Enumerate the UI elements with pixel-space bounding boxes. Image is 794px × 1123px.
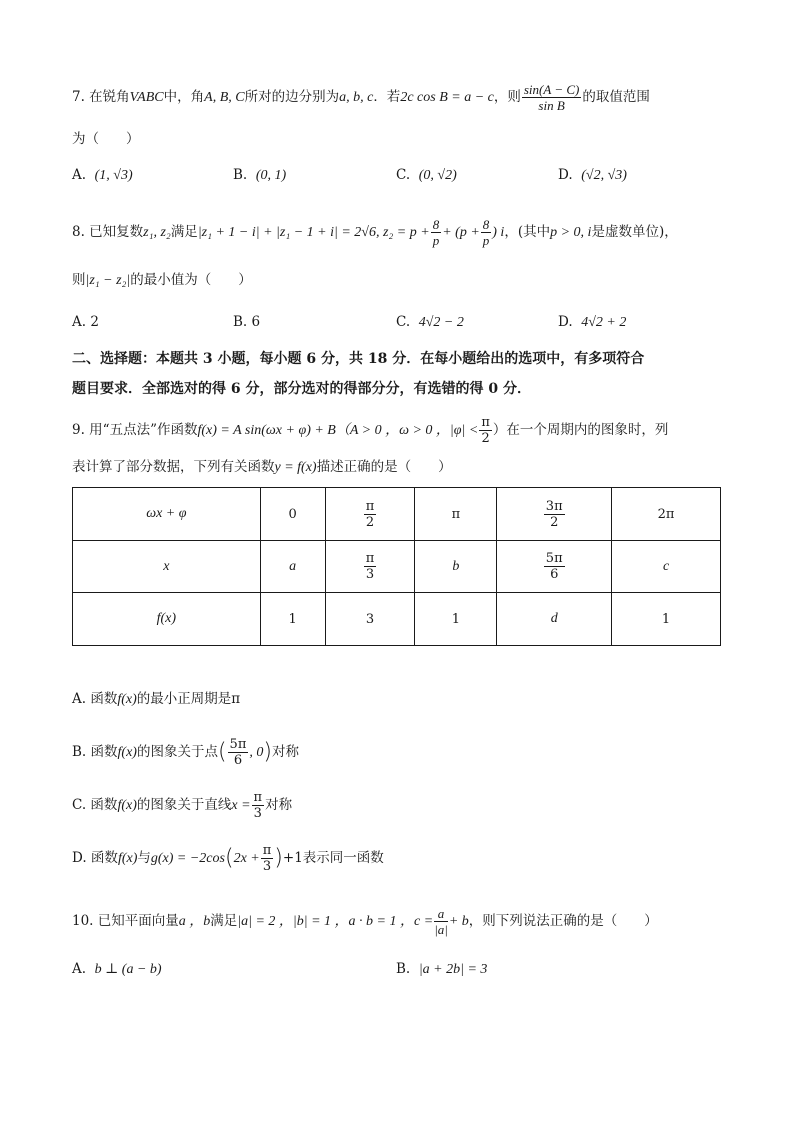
option-expr: +1 [282,850,303,866]
option-label: A. [72,314,87,330]
option-text: C. 函数 [72,797,118,813]
q7-prefix: 7. 在锐角 [72,89,130,105]
table-row [73,541,721,593]
q9-cond: （A > 0 ，ω > 0 ，|φ| < [335,423,479,438]
q9-option-a[interactable] [72,690,240,709]
option-text: 对称 [265,797,293,813]
table-row-label: x [73,541,261,593]
table-cell [497,488,612,541]
option-text: 表示同一函数 [302,850,384,866]
q9-line1 [72,415,668,446]
q7-condition: 2c cos B = a − c [400,90,494,105]
option-expr: f(x) [117,692,137,707]
option-expr: 2x + [233,851,260,866]
q10-cond: |a| = 2 ，|b| = 1 ，a · b = 1 ， [237,914,415,929]
paren-close: ) [263,739,272,765]
q10-vecs: a ，b [178,914,211,929]
q8-line2 [72,271,252,290]
table-cell: 1 [260,593,325,646]
option-value: |a + 2b| = 3 [418,962,488,977]
table-cell [497,541,612,593]
option-value: (0, √2) [418,168,457,183]
frac-num: a [434,906,448,922]
option-value: (0, 1) [255,168,287,183]
q9-text: 描述正确的是（ ） [316,459,452,475]
q8-frac-num: 8 [482,217,490,232]
q8-frac-den: p [482,233,490,248]
option-text: 的图象关于点 [136,744,218,760]
cell-frac [364,499,377,530]
q8-option-b[interactable] [233,313,260,331]
q8-frac-num: 8 [432,217,440,232]
option-frac [252,790,265,821]
q10-text: ，则下列说法正确的是（ ） [468,913,658,929]
option-label: B. [396,961,411,977]
q8-text: 是虚数单位)， [591,224,678,240]
option-label: A. [72,167,87,183]
frac-num: 3π [545,498,563,514]
q7-fraction [522,82,581,113]
option-text: D. 函数 [72,850,118,866]
q7-line1 [72,82,650,113]
table-cell: a [260,541,325,593]
option-value: 2 [90,314,99,330]
q7-text: 的取值范围 [582,89,650,105]
paren-close: ) [274,845,283,871]
frac-den: |a| [434,922,448,937]
q8-line1 [72,217,678,248]
option-expr: f(x) [117,798,137,813]
q7-sides: a, b, c [339,90,374,105]
section2-line2: 题目要求．全部选对的得 6 分，部分选对的得部分分，有选错的得 0 分． [72,381,531,397]
q8-cond: p > 0, i [550,225,592,240]
q8-text: 满足 [170,224,198,240]
q7-option-d[interactable] [558,166,627,185]
q7-text: ，则 [493,89,521,105]
q10-text: 满足 [210,913,238,929]
q7-text: 所对的边分别为 [244,89,340,105]
option-label: C. [396,167,411,183]
q9-text: ）在一个周期内的图象时，列 [492,422,669,438]
option-expr: x = [231,798,251,813]
option-expr: , 0 [249,745,264,760]
q10-cdef: c = [414,914,434,929]
q10-frac [434,906,448,937]
q9-prefix: 9. 用“五点法”作函数 [72,422,198,438]
frac-num: π [262,843,272,858]
q8-text: 则 [72,272,86,288]
q9-frac-den: 2 [481,431,490,446]
q10-prefix: 10. 已知平面向量 [72,913,179,929]
option-label: D. [558,314,573,330]
q9-expr: y = f(x) [274,460,317,475]
frac-num: π [365,551,375,566]
table-cell: c [612,541,721,593]
q10-option-b[interactable] [396,960,487,979]
option-value: 4√2 − 2 [418,315,464,330]
section2-line1: 二、选择题：本题共 3 小题，每小题 6 分，共 18 分．在每小题给出的选项中，有多项符合 [72,351,645,367]
option-value: b ⊥ (a − b) [94,962,162,977]
option-text: 的最小正周期是 [136,691,232,707]
q10-line1 [72,906,658,937]
frac-den: 3 [365,567,375,582]
option-frac [228,737,249,768]
option-text: 与 [137,850,151,866]
option-label: D. [558,167,573,183]
cell-frac [544,499,565,530]
q7-text: 中，角 [163,89,205,105]
five-point-table [72,487,721,646]
q8-frac1 [431,217,442,248]
q9-func: f(x) = A sin(ωx + φ) + B [197,423,336,438]
table-cell [325,541,415,593]
table-row [73,488,721,541]
table-row-label: f(x) [73,593,261,646]
q7-line2: 为（ ） [72,131,140,147]
option-expr: f(x) [117,851,138,866]
table-row-label: ωx + φ [73,488,261,541]
q7-option-a[interactable] [72,166,133,185]
option-frac [261,843,274,874]
option-label: C. [396,314,411,330]
q7-angles: A, B, C [204,90,245,105]
option-text: B. 函数 [72,744,118,760]
cell-frac [364,551,377,582]
frac-num: 5π [545,551,563,566]
option-value: (√2, √3) [581,168,627,183]
frac-den: 2 [365,514,375,530]
option-value: 6 [251,314,261,330]
option-expr: f(x) [117,745,137,760]
q8-expr: |z₁ − z₂| [85,273,131,288]
table-cell: 1 [612,593,721,646]
q8-text: 的最小值为（ ） [130,272,252,288]
table-cell: 0 [260,488,325,541]
frac-den: 3 [253,806,262,821]
table-row [73,593,721,646]
q8-frac-den: p [432,233,440,248]
table-cell: π [415,488,497,541]
q7-triangle: VABC [129,90,164,105]
q9-option-c[interactable] [72,790,292,821]
table-cell: 3 [325,593,415,646]
frac-den: 3 [262,859,272,874]
option-value: 4√2 + 2 [581,315,627,330]
q9-option-d[interactable] [72,843,384,874]
frac-den: 2 [550,514,559,530]
table-cell: 1 [415,593,497,646]
frac-den: 6 [233,753,243,768]
q7-frac-den: sin B [538,98,565,113]
cell-frac [544,551,565,582]
frac-den: 6 [550,567,559,582]
q9-line2 [72,458,452,477]
q10-ctail: + b [448,914,469,929]
q8-eq2a: + (p + [442,225,480,240]
q8-option-a[interactable] [72,313,99,331]
option-text: 对称 [271,744,299,760]
q8-option-d[interactable] [558,313,626,332]
q9-text: 表计算了部分数据，下列有关函数 [72,459,275,475]
option-value: (1, √3) [94,168,133,183]
q8-eq2b: ) i [492,225,505,240]
q9-option-b[interactable] [72,737,299,768]
option-label: B. [233,167,248,183]
option-text: A. 函数 [72,691,118,707]
q8-frac2 [481,217,492,248]
q7-option-c[interactable] [396,166,457,185]
q8-eq1: |z₁ + 1 − i| + |z₁ − 1 + i| = 2√6, z₂ = p + [197,225,430,240]
paren-open: ( [224,845,234,871]
option-value: π [231,691,241,707]
option-text: 的图象关于直线 [136,797,232,813]
option-label: B. [233,314,248,330]
option-expr: g(x) = −2cos [150,851,225,866]
table-cell: d [497,593,612,646]
q7-frac-num: sin(A − C) [523,82,580,97]
table-cell: 2π [612,488,721,541]
q7-text: ．若 [373,89,401,105]
paren-open: ( [217,739,227,765]
option-label: A. [72,961,87,977]
q8-vars: z₁, z₂ [143,225,171,240]
q9-frac-num: π [481,415,490,430]
table-cell [325,488,415,541]
frac-num: π [365,498,375,514]
frac-num: π [253,790,263,805]
frac-num: 5π [229,737,247,752]
q8-option-c[interactable] [396,313,464,332]
q8-prefix: 8. 已知复数 [72,224,144,240]
q10-option-a[interactable] [72,960,162,979]
q7-option-b[interactable] [233,166,286,185]
q8-text: ，(其中 [504,224,551,240]
table-cell: b [415,541,497,593]
q9-frac [479,415,492,446]
